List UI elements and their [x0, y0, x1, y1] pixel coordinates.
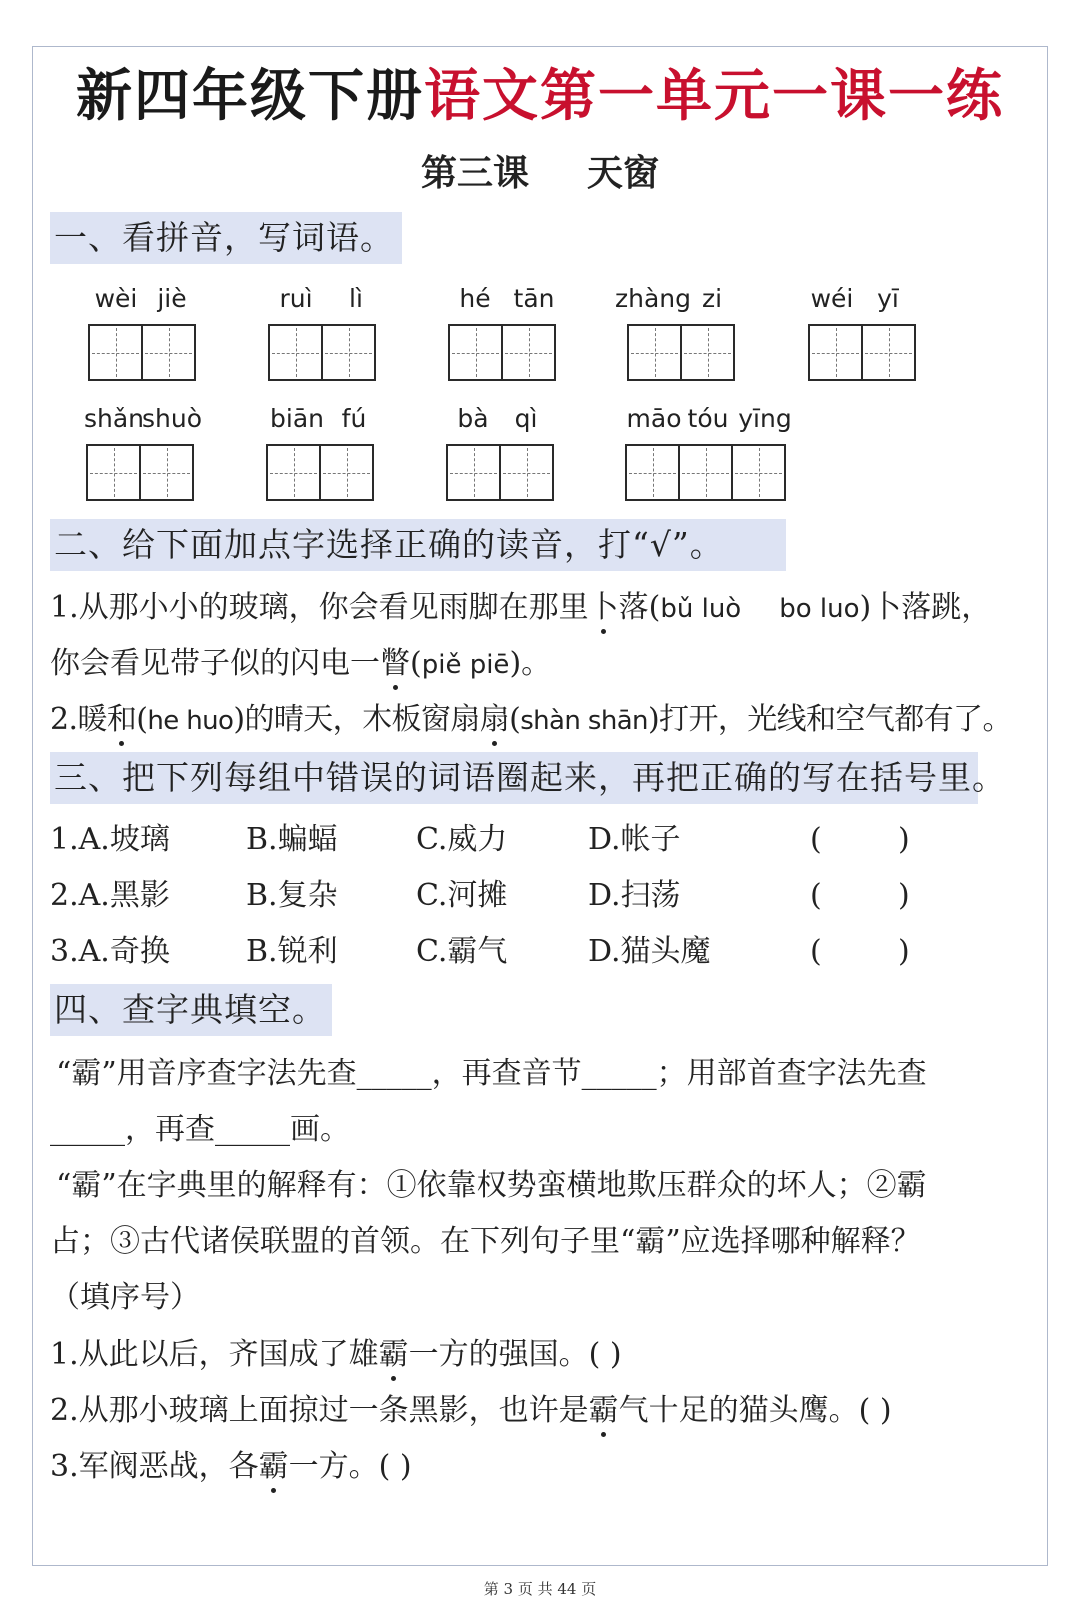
table-row: 2.A.黑影 B.复杂 C.河摊 D.扫荡 ( ): [50, 878, 910, 913]
dictionary-line5: （填序号）: [50, 1280, 200, 1315]
pinyin-word: bà qì: [446, 402, 556, 501]
pinyin-word: ruì lì: [268, 282, 378, 381]
pinyin-option[interactable]: shàn shān: [520, 706, 648, 736]
section2-heading: 二、给下面加点字选择正确的读音，打“√”。: [50, 519, 786, 571]
writing-box[interactable]: [448, 324, 503, 381]
writing-box[interactable]: [680, 324, 735, 381]
pinyin-option[interactable]: bǔ luò: [660, 594, 742, 624]
title-red: 语文第一单元一课一练: [424, 63, 1004, 129]
question-4-3: 3.军阀恶战，各霸一方。( ): [50, 1445, 412, 1489]
writing-box[interactable]: [625, 444, 680, 501]
pinyin-option[interactable]: piě piē: [421, 650, 510, 680]
lesson-name: 天窗: [587, 152, 660, 194]
dotted-char: 霸: [379, 1333, 409, 1377]
writing-box[interactable]: [731, 444, 786, 501]
pinyin-word: hé tān: [448, 282, 558, 381]
pinyin-word: biān fú: [266, 402, 376, 501]
dotted-char: 扇: [480, 698, 509, 742]
dotted-char: 和: [107, 698, 136, 742]
table-row: 1.A.坡璃 B.蝙蝠 C.威力 D.帐子 ( ): [50, 822, 910, 857]
writing-box[interactable]: [446, 444, 501, 501]
dotted-char: 瞥: [380, 642, 410, 686]
dotted-char: 霸: [259, 1445, 289, 1489]
writing-box[interactable]: [678, 444, 733, 501]
question-2-2: 2.暖和(he huo)的晴天，木板窗扇扇(shàn shān)打开，光线和空气都有了。: [50, 698, 1012, 743]
dictionary-line3: “霸”在字典里的解释有：①依靠权势蛮横地欺压群众的坏人；②霸: [56, 1168, 927, 1203]
page-title: [0, 56, 1080, 136]
section1-heading: 一、看拼音，写词语。: [50, 212, 402, 264]
table-row: 3.A.奇换 B.锐利 C.霸气 D.猫头魔 ( ): [50, 934, 910, 969]
writing-box[interactable]: [266, 444, 321, 501]
pinyin-word: wéi yī: [808, 282, 918, 381]
title-black: 新四年级下册: [76, 63, 424, 129]
section4-heading: 四、查字典填空。: [50, 984, 332, 1036]
writing-box[interactable]: [321, 324, 376, 381]
pinyin-option[interactable]: bo luo: [779, 594, 860, 624]
writing-box[interactable]: [499, 444, 554, 501]
writing-box[interactable]: [86, 444, 141, 501]
question-4-1: 1.从此以后，齐国成了雄霸一方的强国。( ): [50, 1333, 622, 1377]
question-4-2: 2.从那小玻璃上面掠过一条黑影，也许是霸气十足的猫头鹰。( ): [50, 1389, 892, 1433]
lesson-number: 第三课: [420, 152, 529, 194]
writing-box[interactable]: [501, 324, 556, 381]
writing-box[interactable]: [627, 324, 682, 381]
dictionary-line2: _____，再查_____画。: [50, 1112, 350, 1147]
writing-box[interactable]: [861, 324, 916, 381]
pinyin-word: zhàng zi: [627, 282, 737, 381]
writing-box[interactable]: [268, 324, 323, 381]
writing-box[interactable]: [139, 444, 194, 501]
section3-heading: 三、把下列每组中错误的词语圈起来，再把正确的写在括号里。: [50, 752, 978, 804]
dotted-char: 霸: [589, 1389, 619, 1433]
writing-box[interactable]: [141, 324, 196, 381]
writing-box[interactable]: [88, 324, 143, 381]
writing-box[interactable]: [808, 324, 863, 381]
page-footer: 第 3 页 共 44 页: [483, 1580, 597, 1598]
pinyin-word: māo tóu yīng: [625, 402, 793, 501]
dotted-char: 卜: [589, 586, 619, 630]
writing-box[interactable]: [319, 444, 374, 501]
lesson-subtitle: [0, 148, 1080, 198]
pinyin-word: shǎn shuò: [86, 402, 196, 501]
pinyin-word: wèi jiè: [88, 282, 198, 381]
question-2-1-line2: 你会看见带子似的闪电一瞥(piě piē)。: [50, 642, 551, 687]
pinyin-option[interactable]: he huo: [147, 706, 234, 736]
dictionary-line1: “霸”用音序查字法先查_____，再查音节_____；用部首查字法先查: [56, 1056, 927, 1091]
dictionary-line4: 占；③古代诸侯联盟的首领。在下列句子里“霸”应选择哪种解释？: [50, 1224, 921, 1259]
question-2-1-line1: 1.从那小小的玻璃，你会看见雨脚在那里卜落(bǔ luò bo luo)卜落跳，: [50, 586, 991, 631]
